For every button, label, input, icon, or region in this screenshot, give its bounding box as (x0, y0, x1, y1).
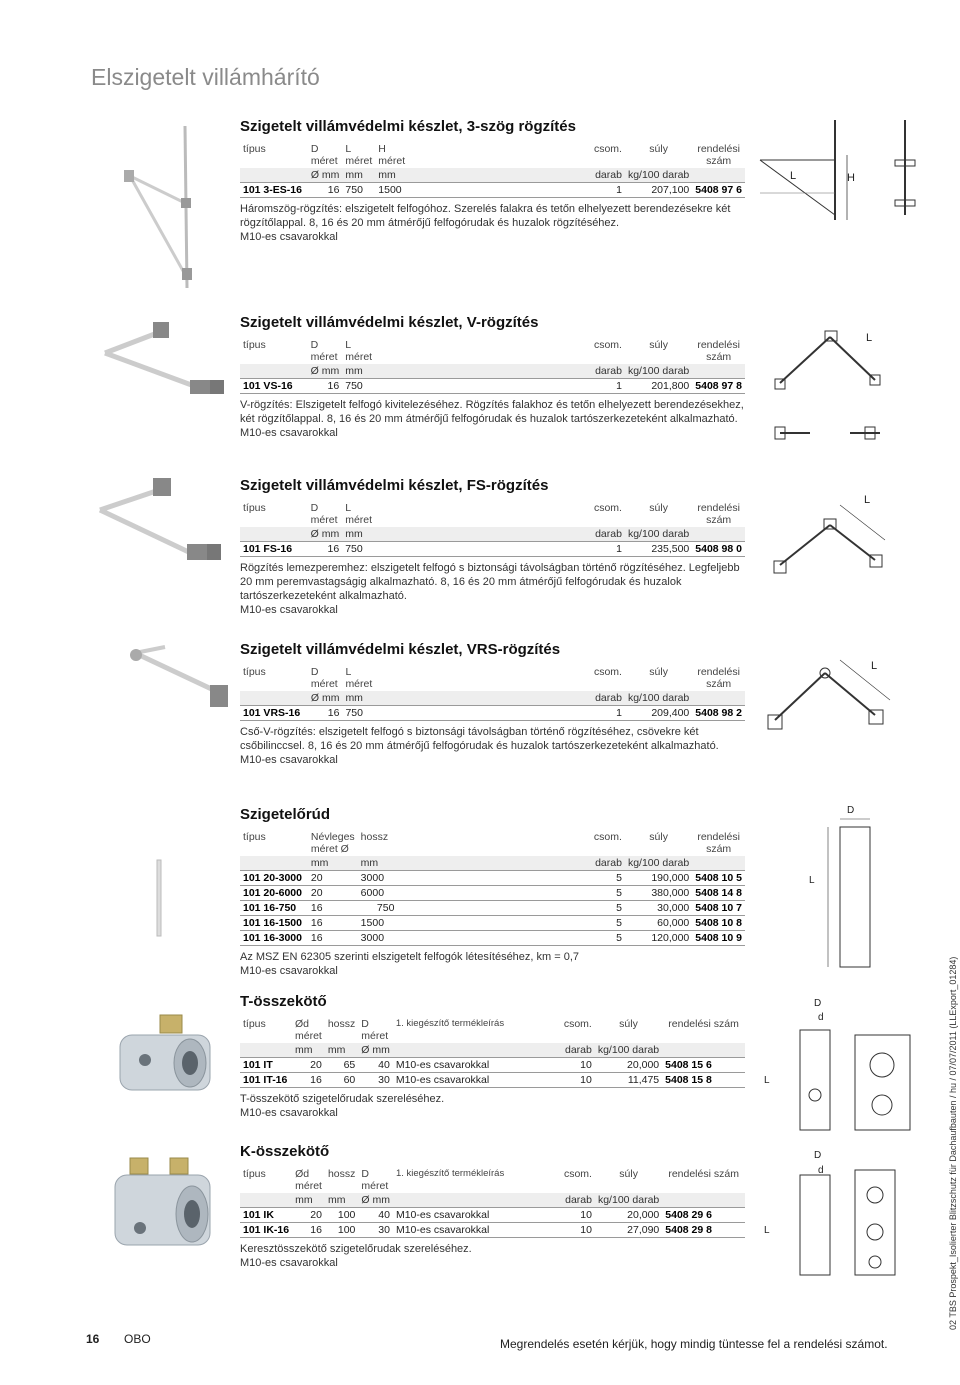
cell-type: 101 16-3000 (240, 931, 308, 946)
cell-length: 6000 (358, 886, 398, 901)
brand-name: OBO (124, 1332, 151, 1346)
product-photo-T-connector (105, 1005, 225, 1115)
dim-label: D (847, 805, 855, 816)
col-weight: súly (649, 502, 668, 514)
description-text: Cső-V-rögzítés: elszigetelt felfogó s biztonsági távolságban történő rögzítéséhez, csövekre két csőbilinccsel. 8, 16 és 20 mm átmérőjű felfogórudak és huzalok tartószerkezeteként alkalmazható. (240, 726, 719, 752)
unit-weight: kg/100 darab (625, 527, 692, 542)
section-title: K-összekötő (240, 1143, 330, 1160)
section-title: Szigetelt villámvédelmi készlet, 3-szög rögzítés (240, 118, 576, 135)
cell-order: 5408 98 0 (692, 542, 745, 557)
cell-weight: 201,800 (625, 379, 692, 394)
unit-length: mm (325, 1193, 358, 1208)
unit-d-large: Ø mm (358, 1193, 393, 1208)
unit-d-large: Ø mm (358, 1043, 393, 1058)
table-row (240, 706, 745, 721)
col-type: típus (243, 666, 266, 678)
cell-type: 101 IK-16 (240, 1223, 292, 1238)
col-l: L méret (345, 666, 373, 690)
cell-accessory: M10-es csavarokkal (393, 1058, 529, 1073)
cell-weight: 120,000 (625, 931, 692, 946)
spec-table (240, 501, 745, 557)
product-photo-K-connector (100, 1150, 220, 1270)
col-l: L méret (345, 143, 373, 167)
dim-label: L (866, 332, 873, 344)
cell-d: 16 (308, 542, 343, 557)
description-text: V-rögzítés: Elszigetelt felfogó kivitelezéséhez. Rögzítés falakhoz és tetőn elhelyezett berendezésekhez, két rögzítőlappal. 8, 16 és 20 mm átmérőjű felfogórudak és huzalok tartószerkezeteként alkalmazható. (240, 399, 744, 425)
col-type: típus (243, 1018, 266, 1030)
cell-l: 750 (342, 379, 375, 394)
unit-d: Ø mm (308, 364, 343, 379)
cell-weight: 235,500 (625, 542, 692, 557)
cell-d: 16 (308, 706, 343, 721)
cell-weight: 20,000 (595, 1208, 662, 1223)
dim-label: L (764, 1225, 770, 1236)
screw-note: M10-es csavarokkal (240, 427, 338, 439)
cell-pack: 10 (529, 1058, 595, 1073)
cell-pack: 5 (397, 886, 624, 901)
cell-d-small: 20 (292, 1058, 325, 1073)
unit-weight: kg/100 darab (625, 691, 692, 706)
col-weight: súly (649, 831, 668, 843)
cell-type: 101 IT-16 (240, 1073, 292, 1088)
col-pack: csom. (593, 502, 622, 514)
description-text: Keresztösszekötő szigetelőrudak szereléséhez. (240, 1243, 472, 1255)
cell-weight: 30,000 (625, 901, 692, 916)
unit-weight: kg/100 darab (595, 1193, 662, 1208)
spec-table (240, 1017, 745, 1088)
col-d-small: Ød méret (295, 1168, 322, 1192)
unit-pack: darab (397, 856, 624, 871)
col-pack: csom. (593, 666, 622, 678)
section-K-connector (240, 1143, 745, 1270)
drawing-T-connector (775, 1005, 935, 1135)
cell-weight: 20,000 (595, 1058, 662, 1073)
screw-note: M10-es csavarokkal (240, 965, 338, 977)
unit-pack: darab (375, 527, 625, 542)
cell-nominal: 16 (308, 916, 358, 931)
table-row (240, 379, 745, 394)
cell-order: 5408 97 6 (692, 183, 745, 198)
product-photo-VRS (120, 635, 240, 730)
cell-pack: 10 (529, 1073, 595, 1088)
cell-type: 101 FS-16 (240, 542, 308, 557)
unit-d-small: mm (292, 1193, 325, 1208)
description-text: Rögzítés lemezperemhez: elszigetelt felfogó s biztonsági távolságban történő rögzítéséhez. Legfeljebb 20 mm peremvastagságig alkalmazható. 8, 16 és 20 mm átmérőjű felfogórudak és huzalok tartószerkezeteként alkalmazható. (240, 562, 740, 602)
unit-l: mm (342, 527, 375, 542)
product-photo-FS (95, 470, 235, 580)
unit-pack: darab (375, 364, 625, 379)
dim-label: D (814, 998, 822, 1009)
unit-weight: kg/100 darab (625, 168, 692, 183)
cell-order: 5408 97 8 (692, 379, 745, 394)
screw-note: M10-es csavarokkal (240, 754, 338, 766)
cell-weight: 209,400 (625, 706, 692, 721)
cell-order: 5408 15 8 (662, 1073, 745, 1088)
col-pack: csom. (593, 339, 622, 351)
section-insulating-rod (240, 806, 745, 978)
cell-d-small: 16 (292, 1073, 325, 1088)
table-row (240, 931, 745, 946)
col-order: rendelési szám (697, 831, 740, 855)
drawing-K-connector (775, 1150, 935, 1280)
cell-type: 101 VRS-16 (240, 706, 308, 721)
cell-weight: 60,000 (625, 916, 692, 931)
description-text: T-összekötő szigetelőrudak szereléséhez. (240, 1093, 445, 1105)
dim-label: L (764, 1075, 770, 1086)
col-d: D méret (310, 666, 338, 690)
section-3-ES (240, 118, 745, 244)
description (240, 561, 745, 617)
product-photo-insulating-rod (150, 858, 170, 938)
cell-weight: 27,090 (595, 1223, 662, 1238)
col-pack: csom. (563, 1018, 592, 1030)
unit-length: mm (358, 856, 398, 871)
cell-d: 16 (308, 379, 343, 394)
col-order: rendelési szám (668, 1018, 739, 1030)
spec-table (240, 338, 745, 394)
section-title: Szigetelt villámvédelmi készlet, FS-rögzítés (240, 477, 549, 494)
cell-length: 3000 (358, 931, 398, 946)
cell-pack: 5 (397, 931, 624, 946)
cell-pack: 5 (397, 916, 624, 931)
table-row (240, 1058, 745, 1073)
table-row (240, 916, 745, 931)
section-FS (240, 477, 745, 617)
cell-type: 101 20-6000 (240, 886, 308, 901)
dim-label: d (818, 1012, 824, 1023)
unit-l: mm (342, 168, 375, 183)
description (240, 398, 745, 440)
cell-nominal: 16 (308, 931, 358, 946)
unit-l: mm (342, 691, 375, 706)
spec-table (240, 142, 745, 198)
page-title: Elszigetelt villámhárító (91, 64, 320, 90)
table-row (240, 901, 745, 916)
cell-d-large: 40 (358, 1058, 393, 1073)
col-type: típus (243, 502, 266, 514)
section-title: Szigetelt villámvédelmi készlet, V-rögzítés (240, 314, 539, 331)
cell-type: 101 20-3000 (240, 871, 308, 886)
cell-accessory: M10-es csavarokkal (393, 1073, 529, 1088)
section-title: Szigetelt villámvédelmi készlet, VRS-rögzítés (240, 641, 561, 658)
cell-pack: 10 (529, 1223, 595, 1238)
col-l: L méret (345, 339, 373, 363)
cell-length: 750 (358, 901, 398, 916)
cell-type: 101 16-750 (240, 901, 308, 916)
col-pack: csom. (563, 1168, 592, 1180)
description (240, 202, 745, 244)
screw-note: M10-es csavarokkal (240, 604, 338, 616)
table-row (240, 1073, 745, 1088)
cell-type: 101 IK (240, 1208, 292, 1223)
unit-pack: darab (529, 1043, 595, 1058)
col-type: típus (243, 1168, 266, 1180)
cell-order: 5408 10 8 (692, 916, 745, 931)
cell-h: 1500 (375, 183, 408, 198)
col-weight: súly (649, 339, 668, 351)
spec-table (240, 830, 745, 946)
cell-weight: 380,000 (625, 886, 692, 901)
cell-accessory: M10-es csavarokkal (393, 1223, 529, 1238)
cell-order: 5408 14 8 (692, 886, 745, 901)
table-row (240, 1223, 745, 1238)
table-row (240, 1208, 745, 1223)
unit-pack: darab (375, 691, 625, 706)
description (240, 1242, 745, 1270)
col-order: rendelési szám (697, 502, 740, 526)
col-accessory: 1. kiegészítő termékleírás (395, 1168, 505, 1179)
cell-order: 5408 29 6 (662, 1208, 745, 1223)
dim-label: L (871, 660, 878, 672)
col-length: hossz (327, 1018, 356, 1030)
cell-l: 750 (342, 706, 375, 721)
cell-pack: 1 (375, 706, 625, 721)
description-text: Háromszög-rögzítés: elszigetelt felfogóhoz. Szerelés falakra és tetőn elhelyezett berendezésekre két rögzítőlappal. 8, 16 és 20 mm átmérőjű felfogórudak és huzalok rögzítéséhez. (240, 203, 731, 229)
col-type: típus (243, 143, 266, 155)
cell-pack: 10 (529, 1208, 595, 1223)
cell-nominal: 16 (308, 901, 358, 916)
dim-label: H (847, 172, 855, 184)
cell-l: 750 (342, 183, 375, 198)
cell-weight: 207,100 (625, 183, 692, 198)
col-d: D méret (310, 143, 338, 167)
drawing-VS (770, 325, 900, 450)
product-photo-3-ES (115, 118, 225, 298)
description-text: Az MSZ EN 62305 szerinti elszigetelt felfogók létesítéséhez, km = 0,7 (240, 951, 580, 963)
col-order: rendelési szám (697, 143, 740, 167)
section-VS (240, 314, 745, 440)
cell-type: 101 IT (240, 1058, 292, 1073)
dim-label: L (864, 494, 871, 506)
spec-table (240, 665, 745, 721)
unit-d: Ø mm (308, 691, 343, 706)
cell-order: 5408 29 8 (662, 1223, 745, 1238)
cell-length: 100 (325, 1208, 358, 1223)
cell-length: 65 (325, 1058, 358, 1073)
cell-order: 5408 10 7 (692, 901, 745, 916)
unit-weight: kg/100 darab (595, 1043, 662, 1058)
col-weight: súly (649, 666, 668, 678)
unit-weight: kg/100 darab (625, 856, 692, 871)
cell-pack: 1 (375, 542, 625, 557)
cell-nominal: 20 (308, 871, 358, 886)
cell-order: 5408 10 9 (692, 931, 745, 946)
col-nominal: Névleges méret Ø (310, 831, 355, 855)
col-length: hossz (360, 831, 389, 843)
table-row (240, 183, 745, 198)
cell-order: 5408 98 2 (692, 706, 745, 721)
cell-pack: 5 (397, 901, 624, 916)
cell-pack: 1 (375, 379, 625, 394)
col-d: D méret (310, 339, 338, 363)
col-type: típus (243, 339, 266, 351)
cell-weight: 190,000 (625, 871, 692, 886)
drawing-3-ES (755, 115, 935, 230)
dim-label: L (809, 875, 815, 886)
cell-length: 100 (325, 1223, 358, 1238)
cell-l: 750 (342, 542, 375, 557)
table-row (240, 542, 745, 557)
table-row (240, 886, 745, 901)
cell-d-small: 20 (292, 1208, 325, 1223)
col-pack: csom. (593, 143, 622, 155)
drawing-FS (770, 485, 900, 585)
page-number: 16 (86, 1332, 100, 1346)
col-weight: súly (649, 143, 668, 155)
col-d-large: D méret (361, 1018, 389, 1042)
col-d-small: Ød méret (295, 1018, 322, 1042)
description (240, 950, 745, 978)
col-order: rendelési szám (668, 1168, 739, 1180)
cell-d-large: 30 (358, 1073, 393, 1088)
dim-label: d (818, 1165, 824, 1176)
col-weight: súly (619, 1168, 638, 1180)
product-photo-VS (95, 318, 235, 408)
side-document-id: 02 TBS Prospekt_Isolierter Blitzschutz für Dachaufbauten / hu / 07/07/2011 (LLExport_01284) (948, 956, 958, 1330)
cell-accessory: M10-es csavarokkal (393, 1208, 529, 1223)
cell-length: 1500 (358, 916, 398, 931)
cell-length: 60 (325, 1073, 358, 1088)
col-type: típus (243, 831, 266, 843)
cell-d: 16 (308, 183, 343, 198)
col-pack: csom. (593, 831, 622, 843)
col-accessory: 1. kiegészítő termékleírás (395, 1018, 505, 1029)
unit-weight: kg/100 darab (625, 364, 692, 379)
section-title: T-összekötő (240, 993, 327, 1010)
cell-type: 101 3-ES-16 (240, 183, 308, 198)
col-order: rendelési szám (697, 339, 740, 363)
unit-d: Ø mm (308, 168, 343, 183)
description (240, 725, 745, 767)
col-length: hossz (327, 1168, 356, 1180)
cell-length: 3000 (358, 871, 398, 886)
cell-type: 101 VS-16 (240, 379, 308, 394)
col-l: L méret (345, 502, 373, 526)
cell-order: 5408 15 6 (662, 1058, 745, 1073)
cell-nominal: 20 (308, 886, 358, 901)
unit-d: Ø mm (308, 527, 343, 542)
spec-table (240, 1167, 745, 1238)
dim-label: L (790, 170, 797, 182)
cell-pack: 5 (397, 871, 624, 886)
unit-nominal: mm (308, 856, 358, 871)
cell-d-large: 30 (358, 1223, 393, 1238)
unit-d-small: mm (292, 1043, 325, 1058)
table-row (240, 871, 745, 886)
cell-weight: 11,475 (595, 1073, 662, 1088)
dim-label: D (814, 1150, 822, 1161)
cell-type: 101 16-1500 (240, 916, 308, 931)
screw-note: M10-es csavarokkal (240, 1257, 338, 1269)
col-d: D méret (310, 502, 338, 526)
cell-d-small: 16 (292, 1223, 325, 1238)
unit-h: mm (375, 168, 408, 183)
section-VRS (240, 641, 745, 767)
drawing-VRS (765, 655, 905, 740)
unit-pack: darab (529, 1193, 595, 1208)
col-d-large: D méret (361, 1168, 389, 1192)
col-weight: súly (619, 1018, 638, 1030)
description (240, 1092, 745, 1120)
section-title: Szigetelőrúd (240, 806, 331, 823)
drawing-insulating-rod (820, 815, 890, 975)
col-h: H méret (378, 143, 406, 167)
col-order: rendelési szám (697, 666, 740, 690)
cell-pack: 1 (408, 183, 625, 198)
cell-order: 5408 10 5 (692, 871, 745, 886)
unit-pack: darab (408, 168, 625, 183)
screw-note: M10-es csavarokkal (240, 1107, 338, 1119)
order-note: Megrendelés esetén kérjük, hogy mindig tüntesse fel a rendelési számot. (500, 1337, 888, 1351)
cell-d-large: 40 (358, 1208, 393, 1223)
unit-l: mm (342, 364, 375, 379)
section-T-connector (240, 993, 745, 1120)
unit-length: mm (325, 1043, 358, 1058)
screw-note: M10-es csavarokkal (240, 231, 338, 243)
